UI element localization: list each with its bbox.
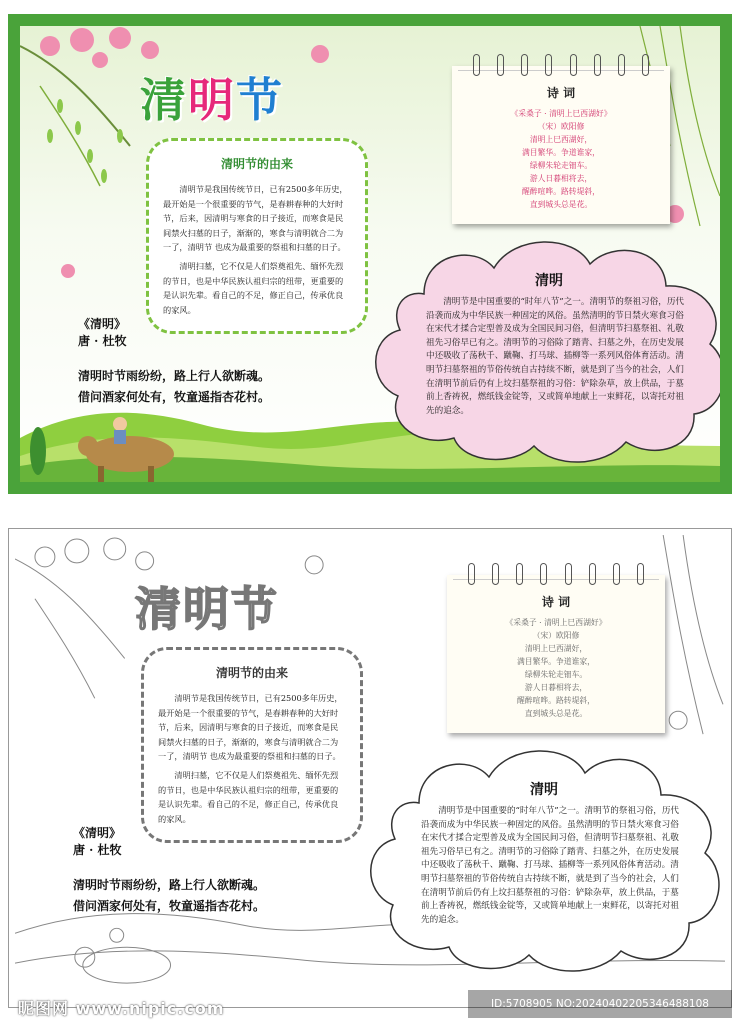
origin-paragraph: 清明节是我国传统节日，已有2500多年历史，最开始是一个很重要的节气，是春耕春种的大好时节，后来，因清明与寒食的日子接近，而寒食是民间禁火扫墓的日子，渐渐的，寒食与清明就合二为一了，清明节 也成为最重要的祭祖和扫墓的日子。 bbox=[163, 184, 348, 253]
poster-canvas bbox=[20, 26, 720, 482]
poster-line-art bbox=[8, 528, 732, 1008]
origin-section bbox=[146, 138, 368, 334]
origin-paragraph: 清明节是我国传统节日，已有2500多年历史，最开始是一个很重要的节气，是春耕春种的大好时节，后来，因清明与寒食的日子接近，而寒食是民间禁火扫墓的日子，渐渐的，寒食与清明就合二为一了，清明节 也成为最重要的祭祖和扫墓的日子。 bbox=[158, 693, 343, 762]
note-line: 绿柳朱轮走钿车。 bbox=[524, 670, 588, 679]
note-line: 《采桑子 · 清明上巳西湖好》 bbox=[510, 109, 612, 118]
note-line: 游人日暮相将去， bbox=[524, 683, 588, 692]
poetry-note-card bbox=[452, 66, 670, 224]
note-heading: 诗 词 bbox=[546, 86, 576, 100]
note-heading: 诗 词 bbox=[541, 595, 571, 609]
poster-colored bbox=[8, 14, 732, 494]
qingming-cloud-section bbox=[359, 743, 725, 975]
origin-section bbox=[141, 647, 363, 843]
origin-paragraph: 清明扫墓，它不仅是人们祭奠祖先、缅怀先烈的节日，也是中华民族认祖归宗的纽带，更重要的是认识先辈。看自己的不足，修正自己，传承优良的家风。 bbox=[163, 260, 344, 315]
note-line: 直到城头总是花。 bbox=[524, 709, 588, 718]
poem-qingming bbox=[78, 316, 271, 404]
note-line: （宋）欧阳修 bbox=[532, 631, 580, 640]
origin-heading: 清明节的由来 bbox=[220, 157, 293, 171]
note-line: 满目繁华。争道谁家， bbox=[517, 657, 595, 666]
note-line: 清明上巳西湖好， bbox=[529, 135, 593, 144]
note-line: （宋）欧阳修 bbox=[537, 122, 585, 131]
page-title: 清明节 bbox=[140, 73, 284, 127]
cloud-text: 清明节是中国重要的“时年八节”之一。清明节的祭祖习俗，历代沿袭而成为中华民族一种固定的风俗。虽然清明的节日禁火寒食习俗在宋代才揉合定型普及成为全国民间习俗，但清明节扫墓祭祖、礼敬祖先习俗早已有之。清明节的习俗除了踏青、扫墓之外，在历史发展中还吸收了荡秋千、蹴鞠、打马球、插柳等一系列风俗体育活动。清明节扫墓祭祖的节俗传统自古持续不断，就是到了当今的社会，人们在清明节前后仍有上坟扫墓祭祖的习俗：铲除杂草，放上供品，于墓前上香祷祝，燃纸钱金锭等，又或简单地献上一束鲜花，以寄托对祖先的追念。 bbox=[426, 297, 685, 416]
poem-line: 清明时节雨纷纷，路上行人欲断魂。 bbox=[73, 878, 266, 892]
note-line: 醒醉喧哗。路转堤斜， bbox=[522, 187, 600, 196]
binder-rings bbox=[452, 54, 670, 76]
binder-rings bbox=[447, 563, 665, 585]
cloud-heading: 清明 bbox=[535, 273, 563, 289]
poem-author: 唐 · 杜牧 bbox=[78, 334, 127, 348]
poem-line: 借问酒家何处有，牧童遥指杏花村。 bbox=[73, 899, 266, 913]
note-line: 绿柳朱轮走钿车。 bbox=[529, 161, 593, 170]
poem-qingming bbox=[73, 825, 266, 913]
note-line: 清明上巳西湖好， bbox=[524, 644, 588, 653]
note-line: 《采桑子 · 清明上巳西湖好》 bbox=[505, 618, 607, 627]
qingming-cloud-section bbox=[364, 234, 720, 466]
cloud-text: 清明节是中国重要的“时年八节”之一。清明节的祭祖习俗，历代沿袭而成为中华民族一种固定的风俗。虽然清明的节日禁火寒食习俗在宋代才揉合定型普及成为全国民间习俗，但清明节扫墓祭祖、礼敬祖先习俗早已有之。清明节的习俗除了踏青、扫墓之外，在历史发展中还吸收了荡秋千、蹴鞠、打马球、插柳等一系列风俗体育活动。清明节扫墓祭祖的节俗传统自古持续不断，就是到了当今的社会，人们在清明节前后仍有上坟扫墓祭祖的习俗：铲除杂草，放上供品，于墓前上香祷祝，燃纸钱金锭等，又或简单地献上一束鲜花，以寄托对祖先的追念。 bbox=[421, 806, 680, 925]
poem-line: 借问酒家何处有，牧童遥指杏花村。 bbox=[78, 390, 271, 404]
note-line: 游人日暮相将去， bbox=[529, 174, 593, 183]
poetry-note-card bbox=[447, 575, 665, 733]
poem-title: 《清明》 bbox=[78, 317, 127, 331]
poem-title: 《清明》 bbox=[73, 826, 122, 840]
watermark-logo: 昵图网 www.nipic.com bbox=[18, 999, 225, 1018]
poster-canvas bbox=[15, 535, 725, 1001]
origin-paragraph: 清明扫墓，它不仅是人们祭奠祖先、缅怀先烈的节日，也是中华民族认祖归宗的纽带，更重要的是认识先辈。看自己的不足，修正自己，传承优良的家风。 bbox=[158, 769, 339, 824]
note-line: 满目繁华。争道谁家， bbox=[522, 148, 600, 157]
page-title-outline: 清明节 bbox=[135, 582, 279, 636]
note-line: 直到城头总是花。 bbox=[529, 200, 593, 209]
poem-line: 清明时节雨纷纷，路上行人欲断魂。 bbox=[78, 369, 271, 383]
cloud-heading: 清明 bbox=[530, 782, 558, 798]
note-line: 醒醉喧哗。路转堤斜， bbox=[517, 696, 595, 705]
origin-heading: 清明节的由来 bbox=[215, 666, 288, 680]
image-id-strip: ID:5708905 NO:20240402205346488108 bbox=[468, 990, 732, 1018]
poem-author: 唐 · 杜牧 bbox=[73, 843, 122, 857]
